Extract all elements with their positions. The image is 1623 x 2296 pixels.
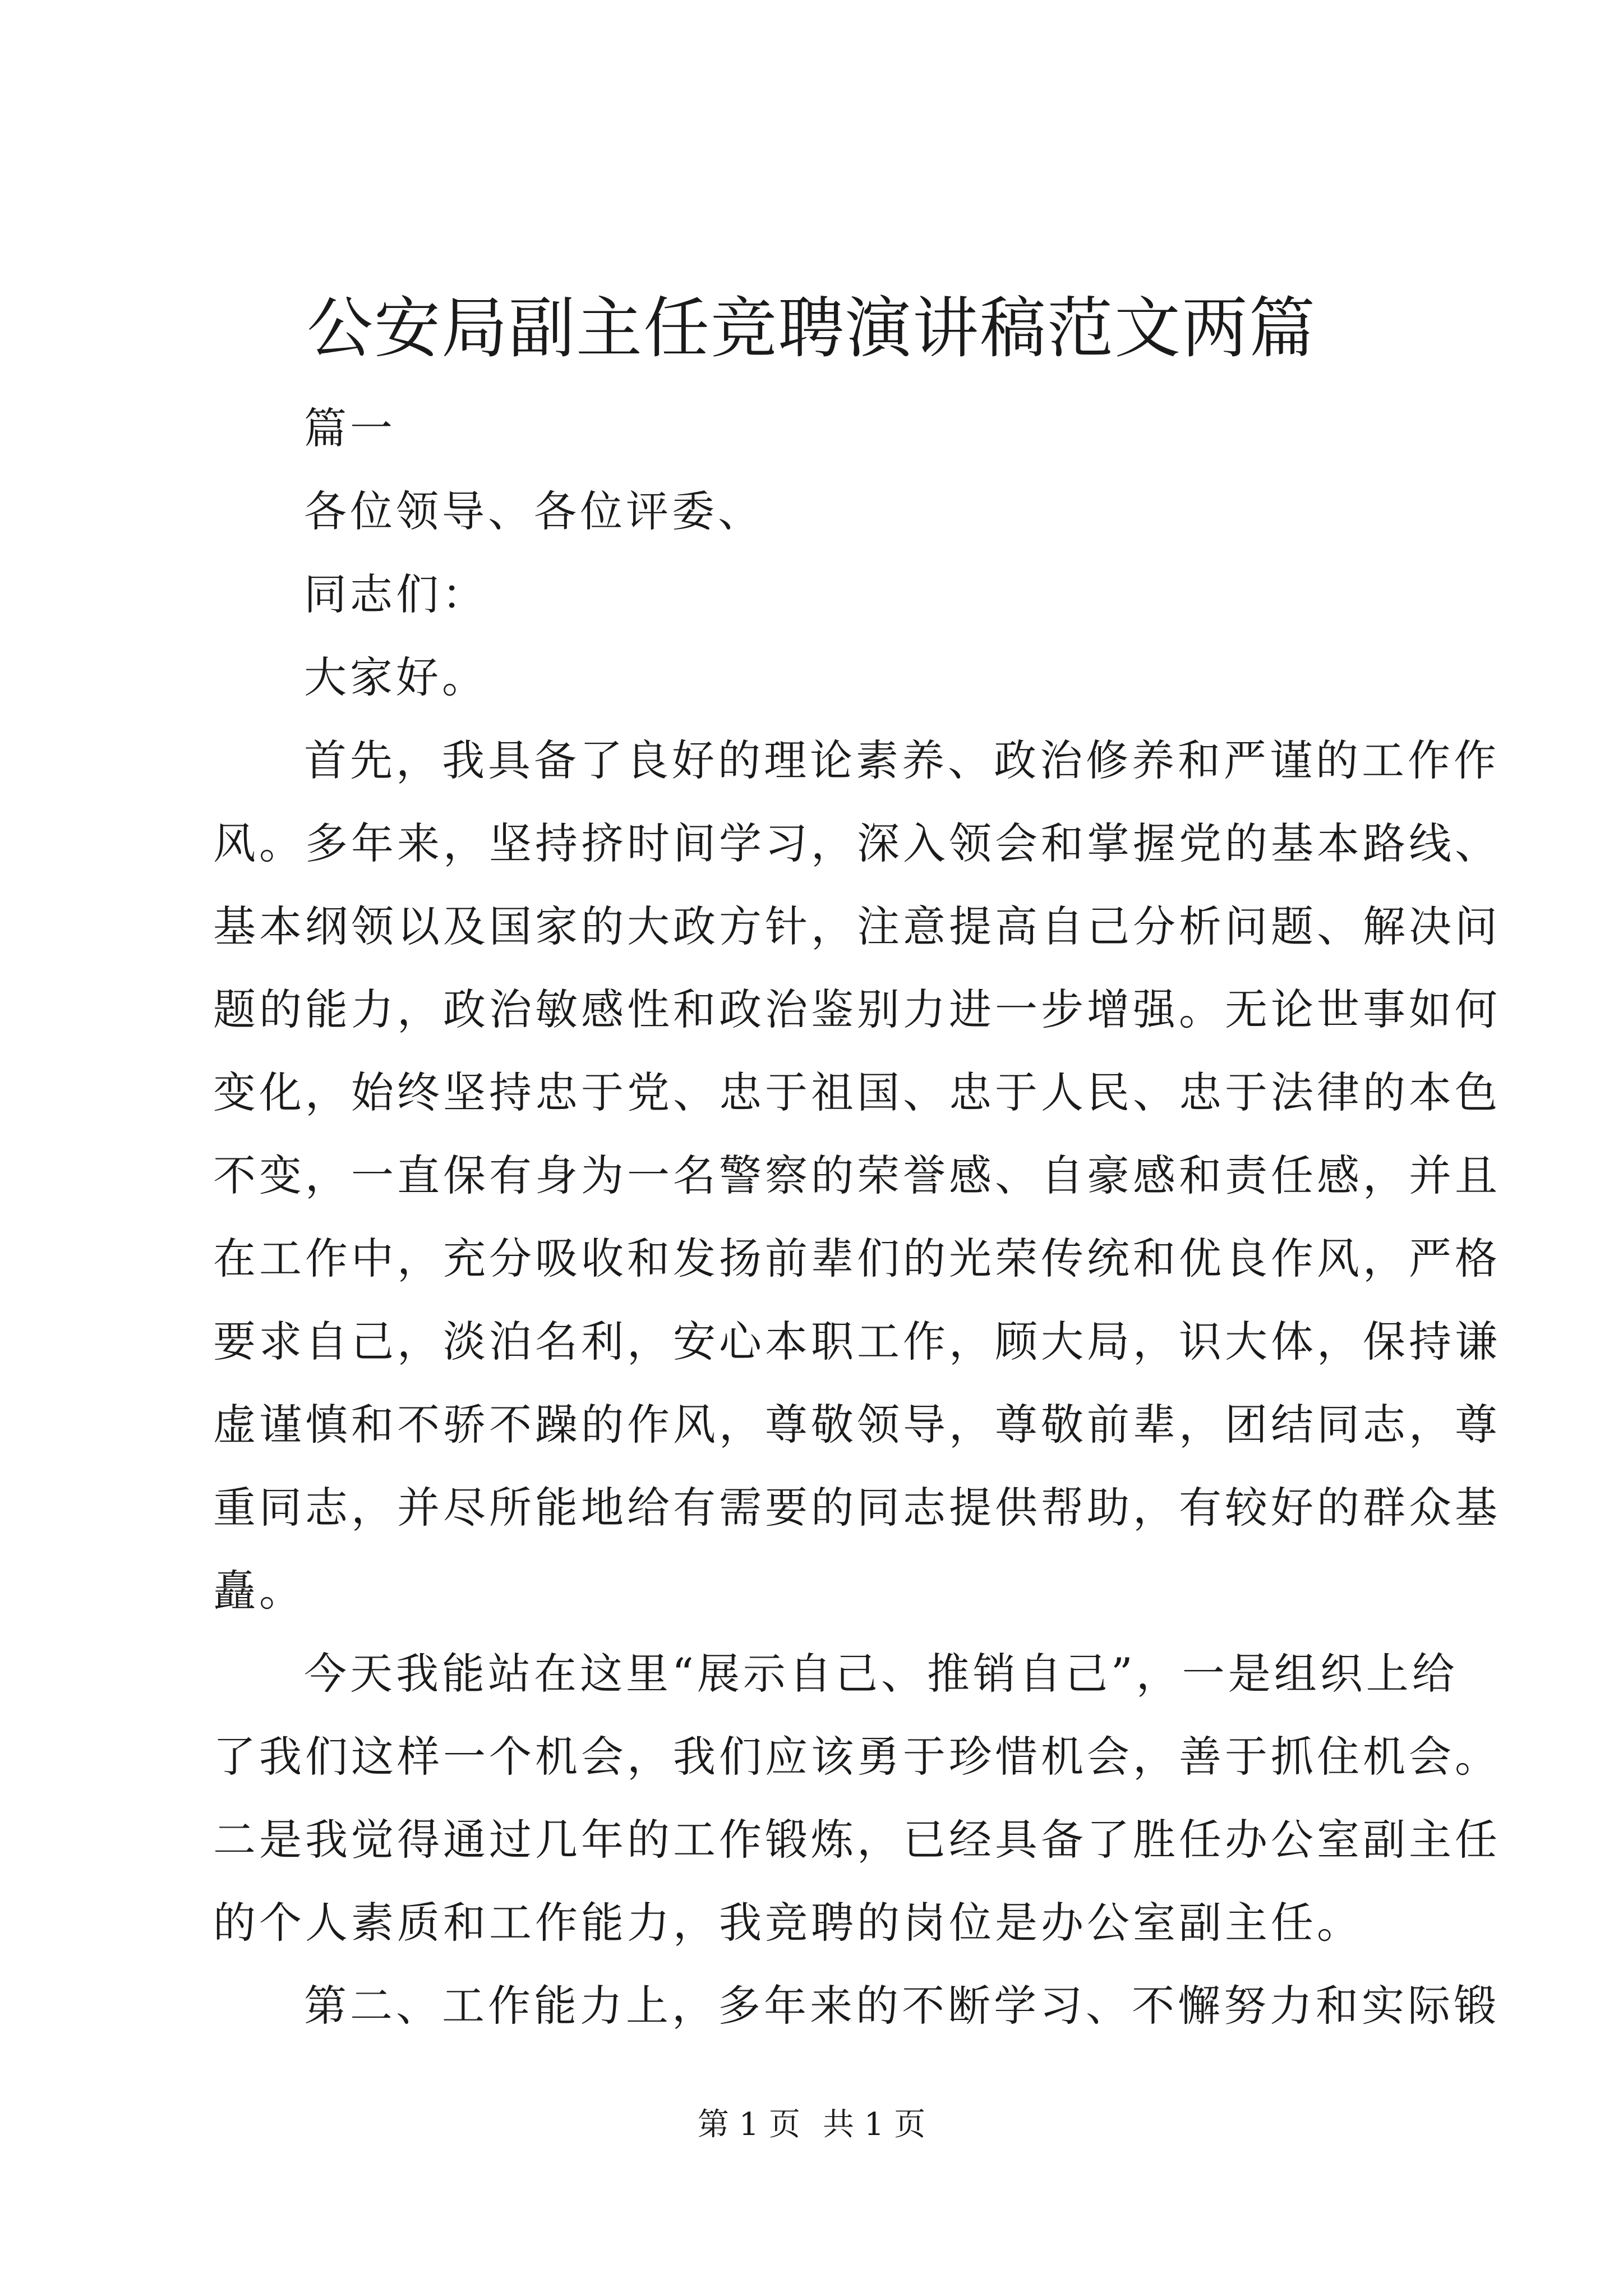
- paragraph-line: 二是我觉得通过几年的工作锻炼，已经具备了胜任办公室副主任: [213, 1815, 1501, 1865]
- page-footer: [0, 2102, 1623, 2147]
- paragraph-line: 在工作中，充分吸收和发扬前辈们的光荣传统和优良作风，严格: [213, 1234, 1501, 1283]
- paragraph-line: 首先，我具备了良好的理论素养、政治修养和严谨的工作作: [304, 735, 1500, 785]
- paragraph-line: 要求自己，淡泊名利，安心本职工作，顾大局，识大体，保持谦: [213, 1317, 1501, 1366]
- paragraph-line: 的个人素质和工作能力，我竞聘的岗位是办公室副主任。: [213, 1898, 1363, 1948]
- salutation-line: 同志们：: [304, 569, 488, 619]
- section-heading: 篇一: [304, 403, 396, 453]
- greeting-line: 大家好。: [304, 652, 488, 702]
- paragraph-line: 矗。: [213, 1566, 305, 1616]
- document-title: 公安局副主任竞聘演讲稿范文两篇: [306, 289, 1316, 367]
- paragraph-line: 第二、工作能力上，多年来的不断学习、不懈努力和实际锻: [304, 1981, 1500, 2031]
- salutation-line: 各位领导、各位评委、: [304, 486, 764, 536]
- paragraph-line: 今天我能站在这里“展示自己、推销自己”，一是组织上给: [304, 1649, 1458, 1699]
- paragraph-line: 风。多年来，坚持挤时间学习，深入领会和掌握党的基本路线、: [213, 818, 1501, 868]
- page-total: 共 1 页: [823, 2106, 926, 2143]
- document-body: [213, 387, 1501, 2047]
- paragraph-line: 不变，一直保有身为一名警察的荣誉感、自豪感和责任感，并且: [213, 1151, 1501, 1200]
- paragraph-line: 了我们这样一个机会，我们应该勇于珍惜机会，善于抓住机会。: [213, 1732, 1501, 1782]
- paragraph-line: 重同志，并尽所能地给有需要的同志提供帮助，有较好的群众基: [213, 1483, 1501, 1533]
- paragraph-line: 题的能力，政治敏感性和政治鉴别力进一步增强。无论世事如何: [213, 984, 1501, 1034]
- page-number: 第 1 页: [697, 2106, 800, 2143]
- paragraph-line: 变化，始终坚持忠于党、忠于祖国、忠于人民、忠于法律的本色: [213, 1068, 1501, 1117]
- paragraph-line: 基本纲领以及国家的大政方针，注意提高自己分析问题、解决问: [213, 901, 1501, 951]
- paragraph-line: 虚谨慎和不骄不躁的作风，尊敬领导，尊敬前辈，团结同志，尊: [213, 1400, 1501, 1450]
